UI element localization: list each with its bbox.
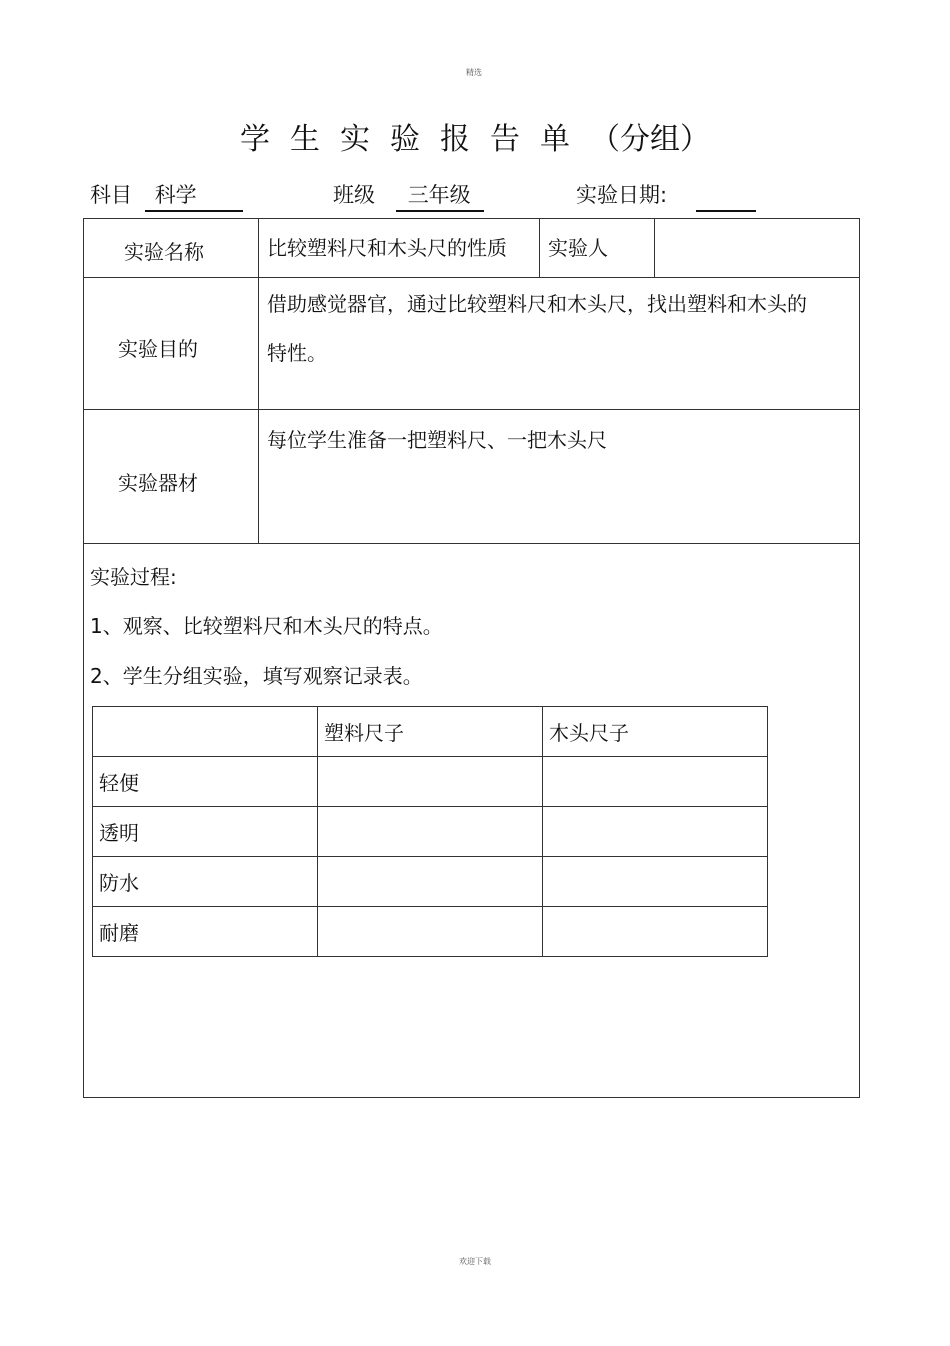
- grade-field: [333, 178, 484, 212]
- table-row: [93, 807, 768, 857]
- subject-field: [90, 178, 243, 212]
- empty-cell: [318, 807, 543, 857]
- grade-value: 三年级: [396, 180, 484, 212]
- materials-label: 实验器材: [118, 471, 198, 495]
- materials-value: 每位学生准备一把塑料尺、一把木头尺: [267, 428, 607, 452]
- process-heading: 实验过程:: [90, 565, 177, 589]
- row-label: 透明: [93, 807, 318, 857]
- column-header-wood: 木头尺子: [543, 707, 768, 757]
- title-tail: （分组）: [590, 122, 710, 157]
- date-label: 实验日期:: [576, 183, 668, 207]
- row-divider-3: [83, 543, 860, 544]
- date-blank: [696, 210, 756, 212]
- process-step: 2、学生分组实验，填写观察记录表。: [90, 664, 423, 688]
- subject-label: 科目: [90, 183, 132, 207]
- footer-tag: 欢迎下载: [459, 1257, 491, 1266]
- row-divider-2: [83, 409, 860, 410]
- person-label: 实验人: [548, 236, 608, 260]
- label-column-divider: [258, 218, 259, 544]
- table-header-row: [93, 707, 768, 757]
- empty-cell: [543, 757, 768, 807]
- empty-cell: [543, 857, 768, 907]
- empty-cell: [318, 857, 543, 907]
- grade-label: 班级: [333, 183, 375, 207]
- table-row: [93, 857, 768, 907]
- purpose-value: 借助感觉器官，通过比较塑料尺和木头尺，找出塑料和木头的特性。: [267, 292, 807, 365]
- empty-cell: [318, 757, 543, 807]
- empty-cell: [318, 907, 543, 957]
- date-field: [576, 178, 756, 212]
- table-row: [93, 757, 768, 807]
- name-value: 比较塑料尺和木头尺的性质: [267, 236, 507, 260]
- observation-table: [92, 706, 768, 957]
- name-label: 实验名称: [124, 240, 204, 264]
- row-divider-1: [83, 277, 860, 278]
- table-corner-cell: [93, 707, 318, 757]
- subject-value: 科学: [145, 180, 243, 212]
- table-row: [93, 907, 768, 957]
- page-title: [0, 114, 950, 158]
- process-step: 1、观察、比较塑料尺和木头尺的特点。: [90, 614, 443, 638]
- empty-cell: [543, 807, 768, 857]
- title-main: 学生实验报告单: [240, 122, 590, 157]
- person-label-divider-left: [539, 218, 540, 278]
- header-tag: 精选: [466, 68, 482, 77]
- empty-cell: [543, 907, 768, 957]
- purpose-label: 实验目的: [118, 337, 198, 361]
- column-header-plastic: 塑料尺子: [318, 707, 543, 757]
- person-label-divider-right: [654, 218, 655, 278]
- row-label: 轻便: [93, 757, 318, 807]
- row-label: 防水: [93, 857, 318, 907]
- row-label: 耐磨: [93, 907, 318, 957]
